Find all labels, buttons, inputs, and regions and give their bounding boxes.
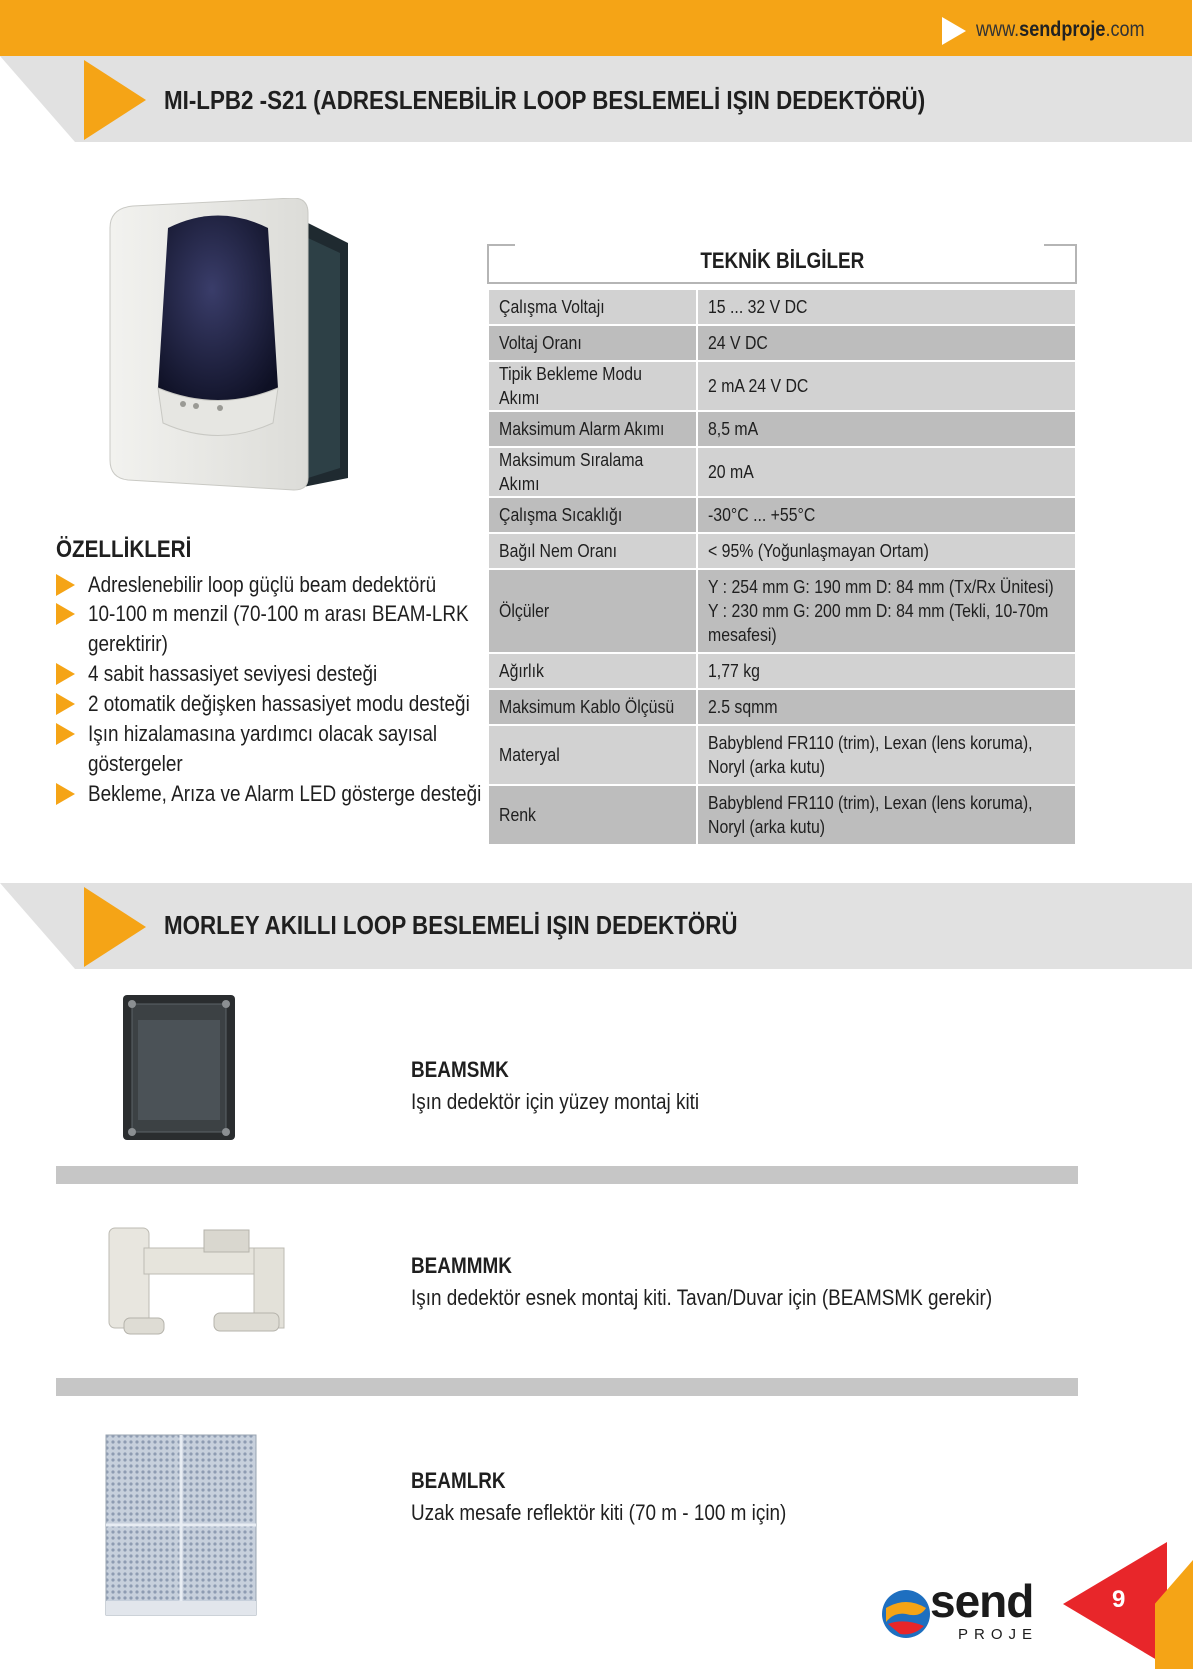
spec-value: Y : 254 mm G: 190 mm D: 84 mm (Tx/Rx Ünitesi) Y : 230 mm G: 200 mm D: 84 mm (Tekli, 10-70m mesafesi) — [697, 569, 1076, 653]
spec-value: 15 ... 32 V DC — [697, 289, 1076, 325]
globe-icon — [880, 1588, 932, 1640]
logo-wordmark: send — [930, 1575, 1034, 1627]
table-row — [488, 497, 1076, 533]
table-row — [488, 289, 1076, 325]
spec-key: Ölçüler — [488, 569, 697, 653]
spec-value: Babyblend FR110 (trim), Lexan (lens koruma), Noryl (arka kutu) — [697, 785, 1076, 845]
spec-table — [487, 288, 1077, 846]
spec-key: Maksimum Alarm Akımı — [488, 411, 697, 447]
spec-value: < 95% (Yoğunlaşmayan Ortam) — [697, 533, 1076, 569]
header-arrow-icon — [942, 17, 966, 45]
website-link[interactable] — [976, 18, 1172, 42]
page-number: 9 — [1112, 1586, 1126, 1613]
table-row — [488, 533, 1076, 569]
bullet-arrow-icon — [56, 663, 75, 685]
spec-key: Renk — [488, 785, 697, 845]
logo-subtitle: PROJE — [958, 1626, 1039, 1643]
accessory-code: BEAMMMK — [411, 1253, 512, 1278]
website-prefix: www. — [976, 18, 1020, 41]
accessory-description: Uzak mesafe reflektör kiti (70 m - 100 m için) — [411, 1500, 787, 1525]
section-title-beam-detector: MI-LPB2 -S21 (ADRESLENEBİLİR LOOP BESLEMELİ IŞIN DEDEKTÖRÜ) — [164, 85, 926, 115]
spec-key: Bağıl Nem Oranı — [488, 533, 697, 569]
spec-key: Maksimum Sıralama Akımı — [488, 447, 697, 497]
bullet-arrow-icon — [56, 574, 75, 596]
table-row — [488, 653, 1076, 689]
bullet-arrow-icon — [56, 603, 75, 625]
spec-key: Çalışma Voltajı — [488, 289, 697, 325]
spec-key: Tipik Bekleme Modu Akımı — [488, 361, 697, 411]
beam-detector-image — [108, 198, 348, 493]
banner-arrow-icon — [84, 60, 146, 140]
spec-value: 1,77 kg — [697, 653, 1076, 689]
spec-value: 24 V DC — [697, 325, 1076, 361]
accessory-code: BEAMSMK — [411, 1057, 509, 1082]
section-title-morley: MORLEY AKILLI LOOP BESLEMELİ IŞIN DEDEKTÖRÜ — [164, 910, 738, 940]
spec-value: Babyblend FR110 (trim), Lexan (lens koruma), Noryl (arka kutu) — [697, 725, 1076, 785]
bullet-arrow-icon — [56, 723, 75, 745]
bullet-arrow-icon — [56, 693, 75, 715]
table-row — [488, 725, 1076, 785]
banner-arrow-icon — [84, 887, 146, 967]
table-row — [488, 325, 1076, 361]
spec-key: Ağırlık — [488, 653, 697, 689]
spec-value: 2 mA 24 V DC — [697, 361, 1076, 411]
spec-key: Voltaj Oranı — [488, 325, 697, 361]
website-suffix: .com — [1105, 18, 1145, 41]
table-row — [488, 785, 1076, 845]
accessory-description: Işın dedektör için yüzey montaj kiti — [411, 1089, 700, 1114]
spec-key: Maksimum Kablo Ölçüsü — [488, 689, 697, 725]
separator-bar — [56, 1166, 1078, 1184]
features-heading: ÖZELLİKLERİ — [56, 536, 192, 563]
spec-frame-corner — [1044, 244, 1077, 246]
accessory-code: BEAMLRK — [411, 1468, 506, 1493]
send-proje-logo — [880, 1575, 1050, 1648]
accessory-description: Işın dedektör esnek montaj kiti. Tavan/Duvar için (BEAMSMK gerekir) — [411, 1285, 993, 1310]
spec-frame-corner — [487, 244, 515, 246]
table-row — [488, 569, 1076, 653]
beamlrk-image — [104, 1433, 258, 1618]
bullet-arrow-icon — [56, 783, 75, 805]
spec-key: Çalışma Sıcaklığı — [488, 497, 697, 533]
spec-key: Materyal — [488, 725, 697, 785]
spec-value: -30°C ... +55°C — [697, 497, 1076, 533]
beamsmk-image — [118, 990, 243, 1145]
website-domain: sendproje — [1019, 18, 1106, 41]
beammmk-image — [104, 1218, 304, 1338]
table-row — [488, 447, 1076, 497]
spec-table-title: TEKNİK BİLGİLER — [700, 248, 864, 273]
spec-value: 8,5 mA — [697, 411, 1076, 447]
spec-value: 2.5 sqmm — [697, 689, 1076, 725]
spec-value: 20 mA — [697, 447, 1076, 497]
table-row — [488, 689, 1076, 725]
table-row — [488, 361, 1076, 411]
table-row — [488, 411, 1076, 447]
separator-bar — [56, 1378, 1078, 1396]
